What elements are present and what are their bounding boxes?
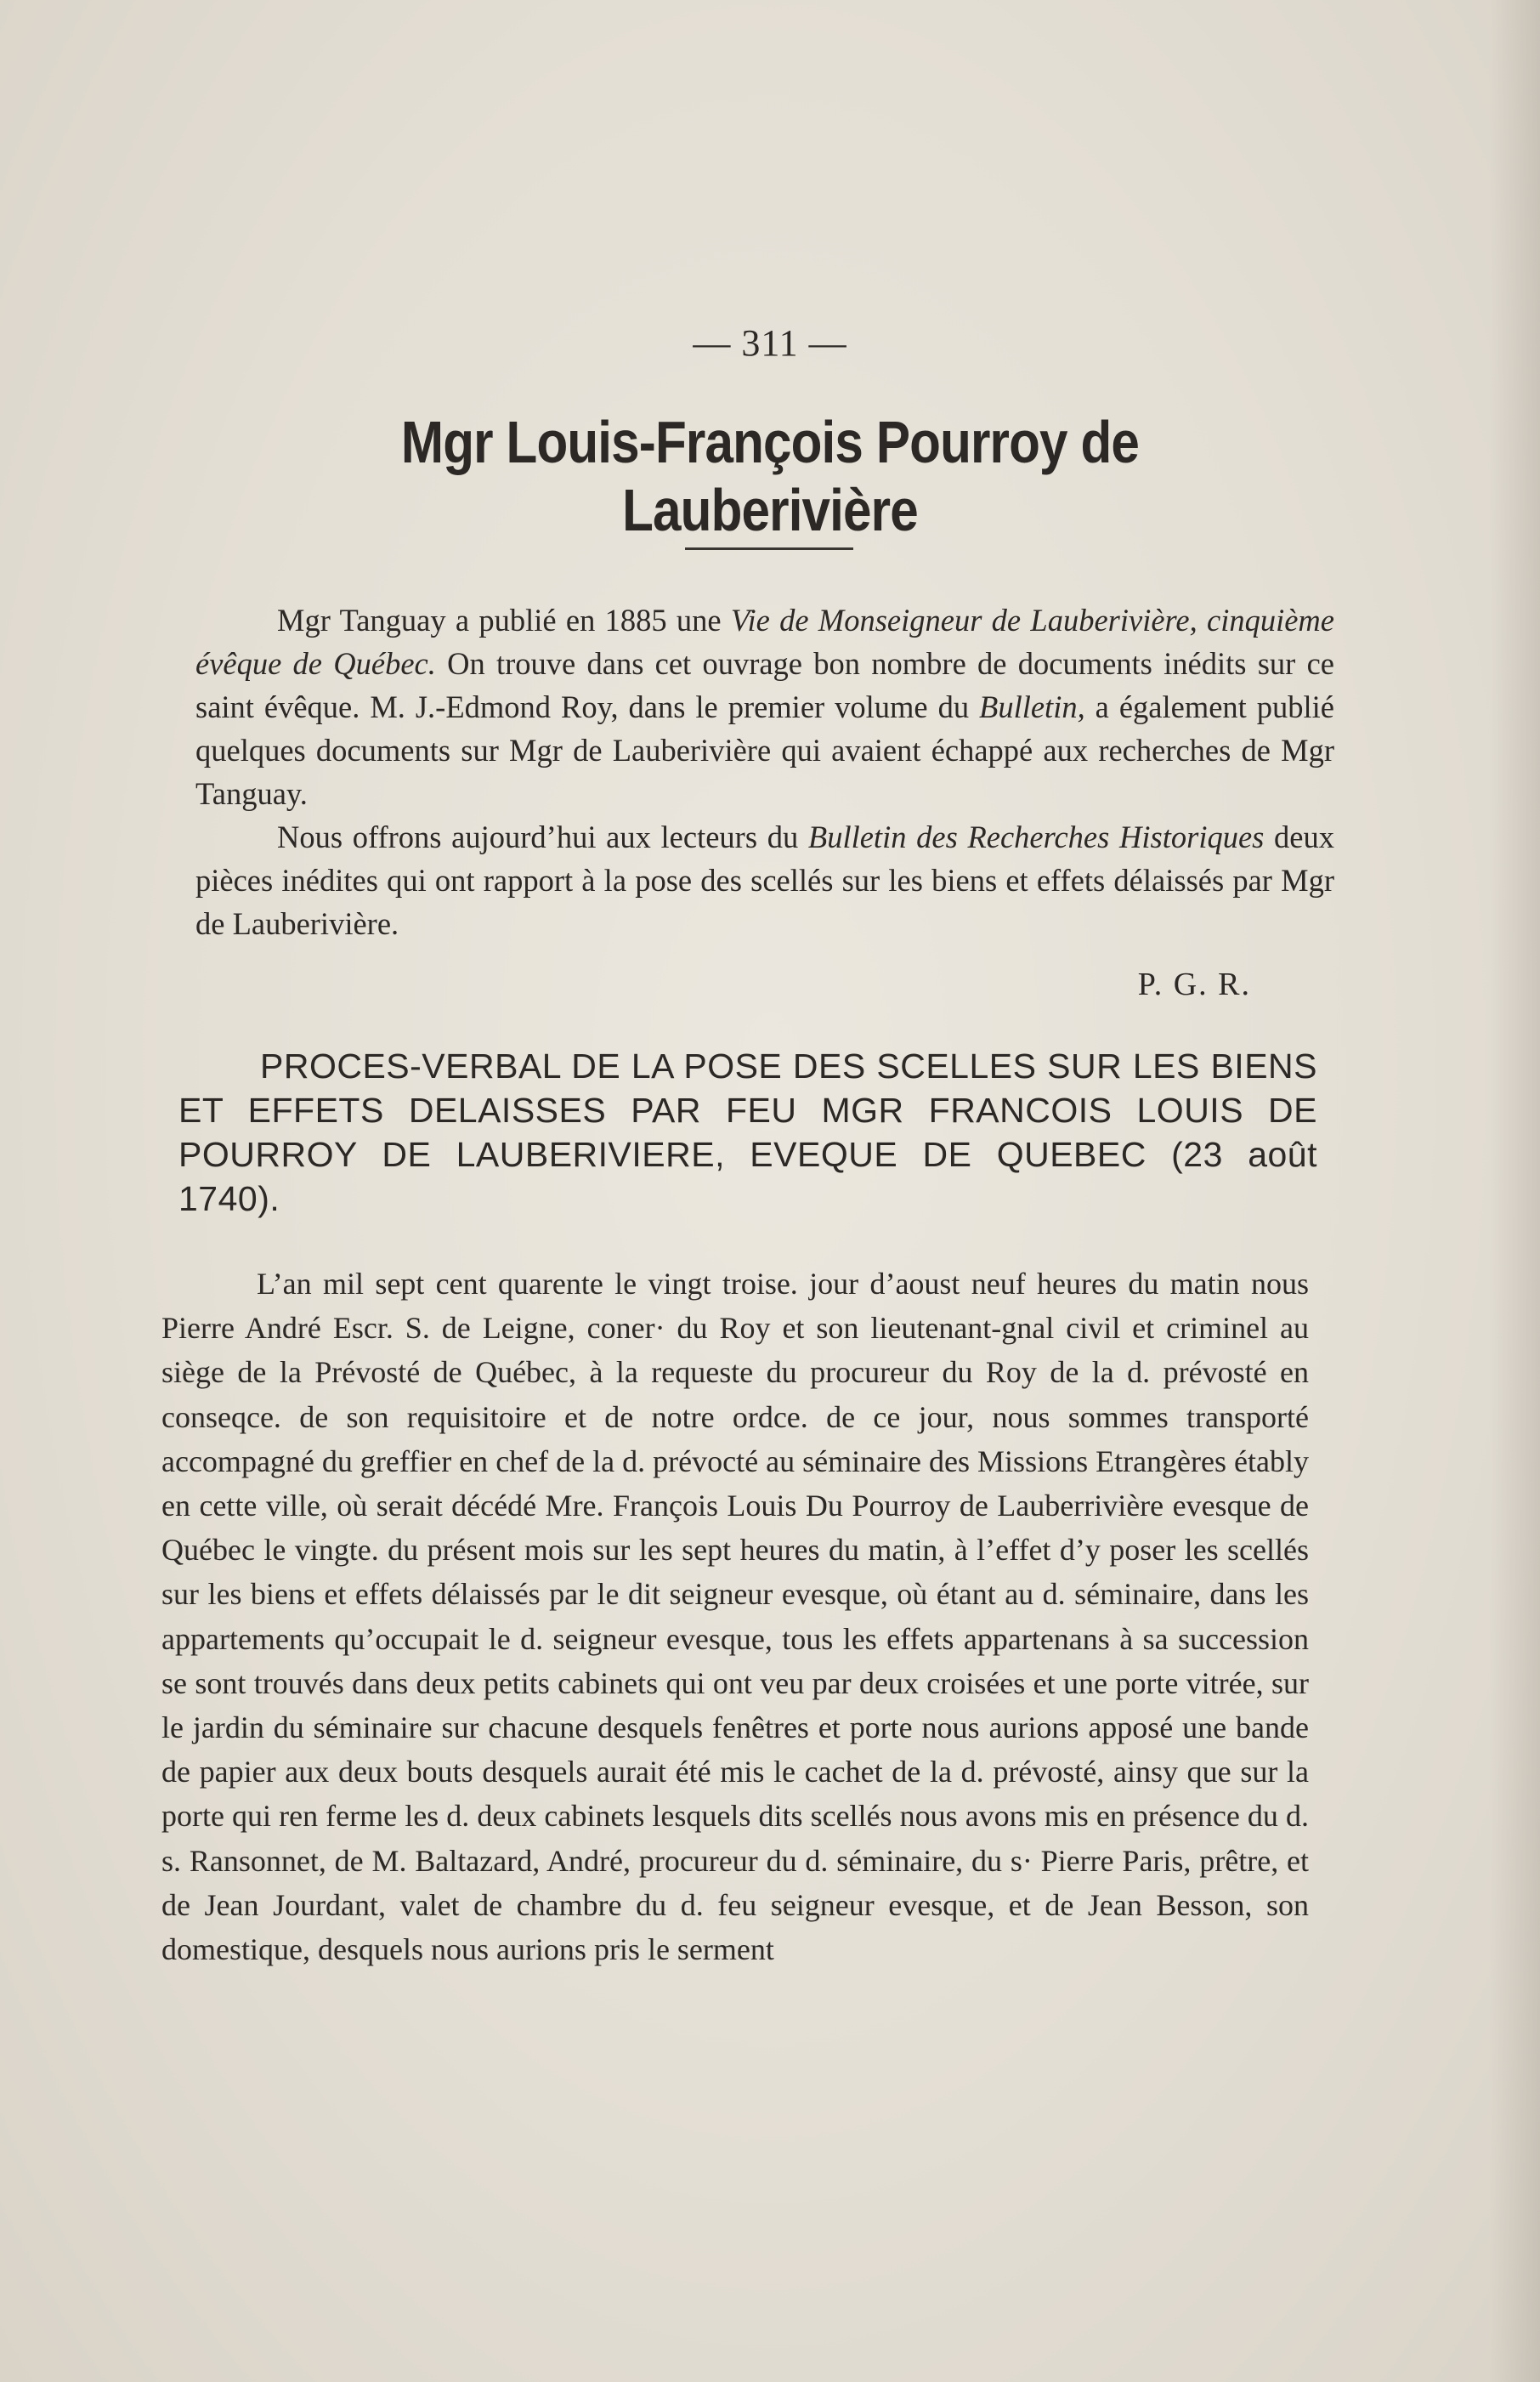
intro-text: On trouve dans cet ouvrage bon nombre de documents inédits sur ce saint évêque. M. J.-Edmond Roy, dans le premier volume du bbox=[195, 646, 1334, 724]
document-body bbox=[161, 1262, 1309, 1971]
intro-text: Nous offrons aujourd’hui aux lecteurs du bbox=[277, 820, 808, 854]
journal-title: Bulletin, bbox=[979, 689, 1085, 724]
page-number: — 311 — bbox=[693, 322, 847, 364]
intro-text: a également publié quelques documents sur Mgr de Lauberivière qui avaient échappé aux recherches de Mgr Tanguay. bbox=[195, 689, 1334, 811]
intro-paragraph-1 bbox=[195, 598, 1334, 815]
author-initials: P. G. R. bbox=[1137, 967, 1251, 1002]
article-title: Mgr Louis-François Pourroy de Lauberivière bbox=[400, 409, 1140, 543]
intro-text: deux pièces inédites qui ont rapport à la pose des scellés sur les biens et effets délaissés par Mgr de Lauberivière. bbox=[195, 820, 1335, 941]
title-divider bbox=[685, 547, 853, 550]
book-title: Vie de Monseigneur de Lauberivière, cinquième évêque de Québec. bbox=[195, 603, 1334, 681]
body-paragraph: L’an mil sept cent quarente le vingt troise. jour d’aoust neuf heures du matin nous Pierre André Escr. S. de Leigne, coner· du Roy et son lieutenant-gnal civil et criminel au siège de la Prévosté de Québec, à la requeste du procureur du Roy de la d. prévosté en conseqce. de son requisitoire et de notre ordce. de ce jour, nous sommes transporté accompagné du greffier en chef de la d. prévocté au séminaire des Missions Etrangères étably en cette ville, où serait décédé Mre. François Louis Du Pourroy de Lauberrivière evesque de Québec le vingte. du présent mois sur les sept heures du matin, à l’effet d’y poser les scellés sur les biens et effets délaissés par le dit seigneur evesque, où étant au d. séminaire, dans les appartements qu’occupait le d. seigneur evesque, tous les effets appartenans à sa succession se sont trouvés dans deux petits cabinets qui ont veu par deux croisées et une porte vitrée, sur le jardin du séminaire sur chacune desquels fenêtres et porte nous aurions apposé une bande de papier aux deux bouts desquels aurait été mis le cachet de la d. prévosté, ainsy que sur la porte qui ren ferme les d. deux cabinets lesquels dits scellés nous avons mis en présence du d. s. Ransonnet, de M. Baltazard, André, procureur du d. séminaire, du s· Pierre Paris, prêtre, et de Jean Jourdant, valet de chambre du d. feu seigneur evesque, et de Jean Besson, son domestique, desquels nous aurions pris le serment bbox=[161, 1267, 1309, 1967]
journal-title: Bulletin des Recherches Historiques bbox=[807, 820, 1265, 854]
section-heading: PROCES-VERBAL DE LA POSE DES SCELLES SUR LES BIENS ET EFFETS DELAISSES PAR FEU MGR FRANCOIS LOUIS DE POURROY DE LAUBERIVIERE, EVEQUE DE QUEBEC (23 août 1740). bbox=[178, 1046, 1317, 1218]
introduction bbox=[195, 598, 1334, 945]
intro-text: Mgr Tanguay a publié en 1885 une bbox=[277, 603, 731, 638]
intro-paragraph-2 bbox=[195, 815, 1334, 945]
